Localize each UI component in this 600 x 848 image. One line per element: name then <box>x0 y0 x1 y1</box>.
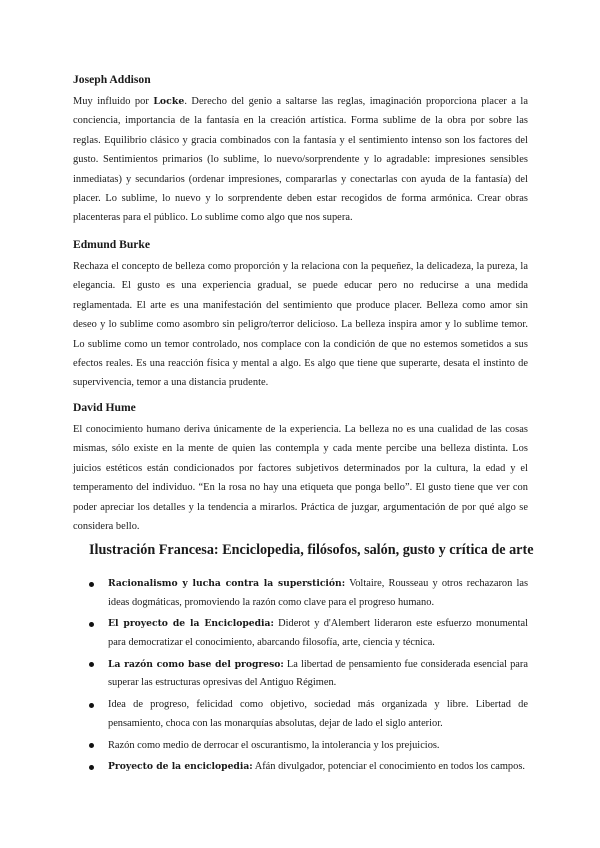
section-hume <box>73 401 528 536</box>
bullet-icon <box>89 662 94 667</box>
paragraph-text: Muy influido por <box>73 96 154 107</box>
bullet-list <box>86 575 528 780</box>
item-lead: Racionalismo y lucha contra la superstición: <box>108 578 346 589</box>
item-text: Idea de progreso, felicidad como objetivo, sociedad más organizada y libre. Libertad de pensamiento, choca con las monarquías absolutas, dejar de lado el siglo anterior. <box>108 699 528 729</box>
section-title: Edmund Burke <box>73 238 151 251</box>
item-text: Razón como medio de derrocar el oscurantismo, la intolerancia y los prejuicios. <box>108 739 440 751</box>
item-text: Diderot y d'Alembert lideraron este esfuerzo monumental para democratizar el conocimiento, abarcando filosofía, arte, ciencia y técnica. <box>108 618 528 648</box>
bullet-icon <box>89 703 94 708</box>
item-lead: La razón como base del progreso: <box>108 658 284 670</box>
section-burke <box>73 238 528 393</box>
list-item <box>86 656 528 693</box>
bold-term: Locke <box>153 96 185 107</box>
list-item <box>86 696 528 733</box>
item-text: Voltaire, Rousseau y otros rechazaron las ideas dogmáticas, promoviendo la razón como clave para el progreso humano. <box>108 578 528 608</box>
section-paragraph: Rechaza el concepto de belleza como proporción y la relaciona con la pequeñez, la delicadeza, la pureza, la elegancia. El gusto es una experiencia gradual, se puede educar pero no reducirse a una medida reglamentada. El arte es una manifestación del sentimiento que produce placer. Belleza como amor sin deseo y lo sublime como asombro sin peligro/terror delicioso. La belleza inspira amor y lo sublime temor. Lo sublime como un temor controlado, nos complace con la condición de que no estemos sometidos a sus efectos reales. Es una reacción física y mental a algo. Es algo que tiene que superarte, desata el instinto de supervivencia, temor a una distancia prudente. <box>73 261 528 389</box>
list-item <box>86 575 528 612</box>
section-title: Joseph Addison <box>73 73 151 86</box>
item-lead: Proyecto de la enciclopedia: <box>108 761 253 773</box>
section-heading: Ilustración Francesa: Enciclopedia, filósofos, salón, gusto y crítica de arte <box>89 542 534 558</box>
list-item <box>86 758 528 777</box>
section-addison <box>73 73 528 228</box>
list-item <box>86 615 528 652</box>
section-title: David Hume <box>73 401 136 414</box>
list-item <box>86 737 528 756</box>
bullet-icon <box>89 743 94 748</box>
bullet-icon <box>89 765 94 770</box>
item-text: Afán divulgador, potenciar el conocimiento en todos los campos. <box>252 761 525 773</box>
item-text: La libertad de pensamiento fue considerada esencial para superar las estructuras opresivas del Antiguo Régimen. <box>108 658 528 689</box>
section-paragraph: El conocimiento humano deriva únicamente de la experiencia. La belleza no es una cualidad de las cosas mismas, sólo existe en la mente de quien las contempla y cada mente percibe una belleza distinta. Los juicios estéticos están condicionados por factores subjetivos determinados por la cultura, la edad y el temperamento del individuo. “En la rosa no hay una etiqueta que ponga bello”. El gusto tiene que ver con poder apreciar los detalles y la tendencia a mirarlos. Práctica de juzgar, argumentación de por qué algo se considera bello. <box>73 424 528 533</box>
paragraph-text: . Derecho del genio a saltarse las reglas, imaginación proporciona placer a la conciencia, importancia de la fantasía en la creación artística. Forma sublime de la obra por sobre las reglas. Equilibrio clásico y gracia combinados con la fantasía y el sentimiento intenso son los factores del gusto. Sentimientos primarios (lo sublime, lo nuevo/sorprendente y lo agradable: impresiones sensibles inmediatas) y secundarios (ordenar impresiones, compararlas y conectarlas con ayuda de la fantasía) del placer. Lo sublime, lo nuevo y lo sorprendente deben estar recogidos de forma armónica. Crear obras placenteras para el público. Lo sublime como algo que nos supera. <box>73 96 528 224</box>
bullet-icon <box>89 582 94 587</box>
bullet-icon <box>89 622 94 627</box>
item-lead: El proyecto de la Enciclopedia: <box>108 618 274 630</box>
section-paragraph <box>73 92 528 228</box>
